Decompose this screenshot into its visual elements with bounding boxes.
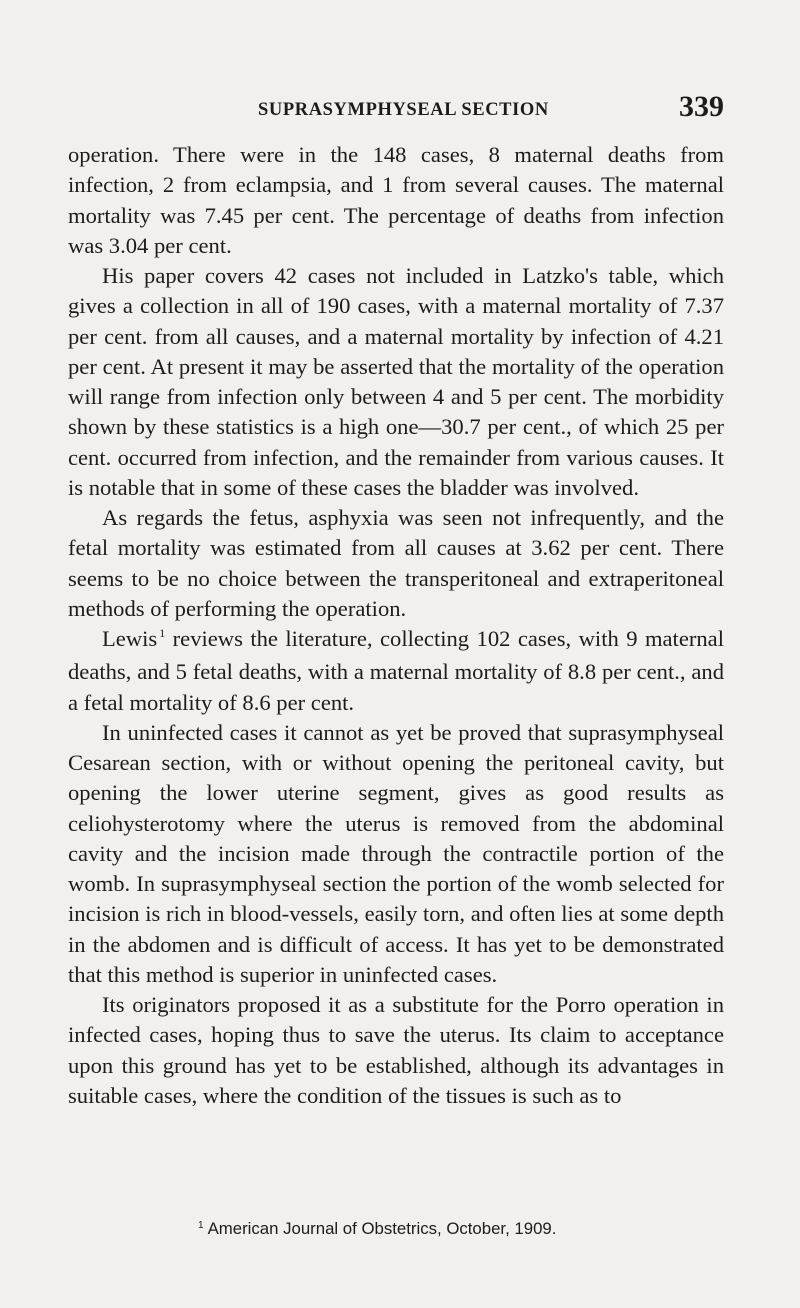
paragraph-1: operation. There were in the 148 cases, 8 maternal deaths from infection, 2 from eclampsia, and 1 from several causes. The maternal mortality was 7.45 per cent. The percentage of deaths from infection was 3.04 per cent.: [68, 142, 724, 258]
paragraph-3: As regards the fetus, asphyxia was seen not infrequently, and the fetal mortality was estimated from all causes at 3.62 per cent. There seems to be no choice between the transperitoneal and extraperitoneal methods of performing the operation.: [68, 505, 724, 621]
paragraph-5: In uninfected cases it cannot as yet be proved that suprasymphyseal Cesarean section, with or without opening the peritoneal cavity, but opening the lower uterine segment, gives as good results as celiohysterotomy where the uterus is removed from the abdominal cavity and the incision made through the contractile portion of the womb. In suprasymphyseal section the portion of the womb selected for incision is rich in blood-vessels, easily torn, and often lies at some depth in the abdomen and is difficult of access. It has yet to be demonstrated that this method is superior in uninfected cases.: [68, 719, 724, 987]
running-head: [68, 88, 724, 128]
footnote-text: American Journal of Obstetrics, October, 1909.: [207, 1219, 557, 1238]
footnote: [198, 1219, 758, 1239]
footnote-marker: 1: [198, 1220, 204, 1231]
paragraph-4-lead: Lewis: [102, 626, 158, 651]
paragraph-2: His paper covers 42 cases not included in Latzko's table, which gives a collection in all of 190 cases, with a maternal mortality of 7.37 per cent. from all causes, and a maternal mortality by infection of 4.21 per cent. At present it may be asserted that the mortality of the operation will range from infection only between 4 and 5 per cent. The morbidity shown by these statistics is a high one—30.7 per cent., of which 25 per cent. occurred from infection, and the remainder from various causes. It is notable that in some of these cases the bladder was involved.: [68, 263, 724, 500]
paragraph-4-text: reviews the literature, collecting 102 cases, with 9 maternal deaths, and 5 fetal deaths, with a maternal mortality of 8.8 per cent., and a fetal mortality of 8.6 per cent.: [68, 626, 724, 715]
footnote-reference: 1: [159, 626, 166, 640]
paragraph-6: Its originators proposed it as a substitute for the Porro operation in infected cases, hoping thus to save the uterus. Its claim to acceptance upon this ground has yet to be established, although its advantages in suitable cases, where the condition of the tissues is such as to: [68, 992, 724, 1108]
running-title: SUPRASYMPHYSEAL SECTION: [258, 100, 549, 120]
body-text: [68, 140, 724, 1111]
page-number: 339: [679, 90, 724, 123]
paragraph-4: [68, 624, 724, 718]
